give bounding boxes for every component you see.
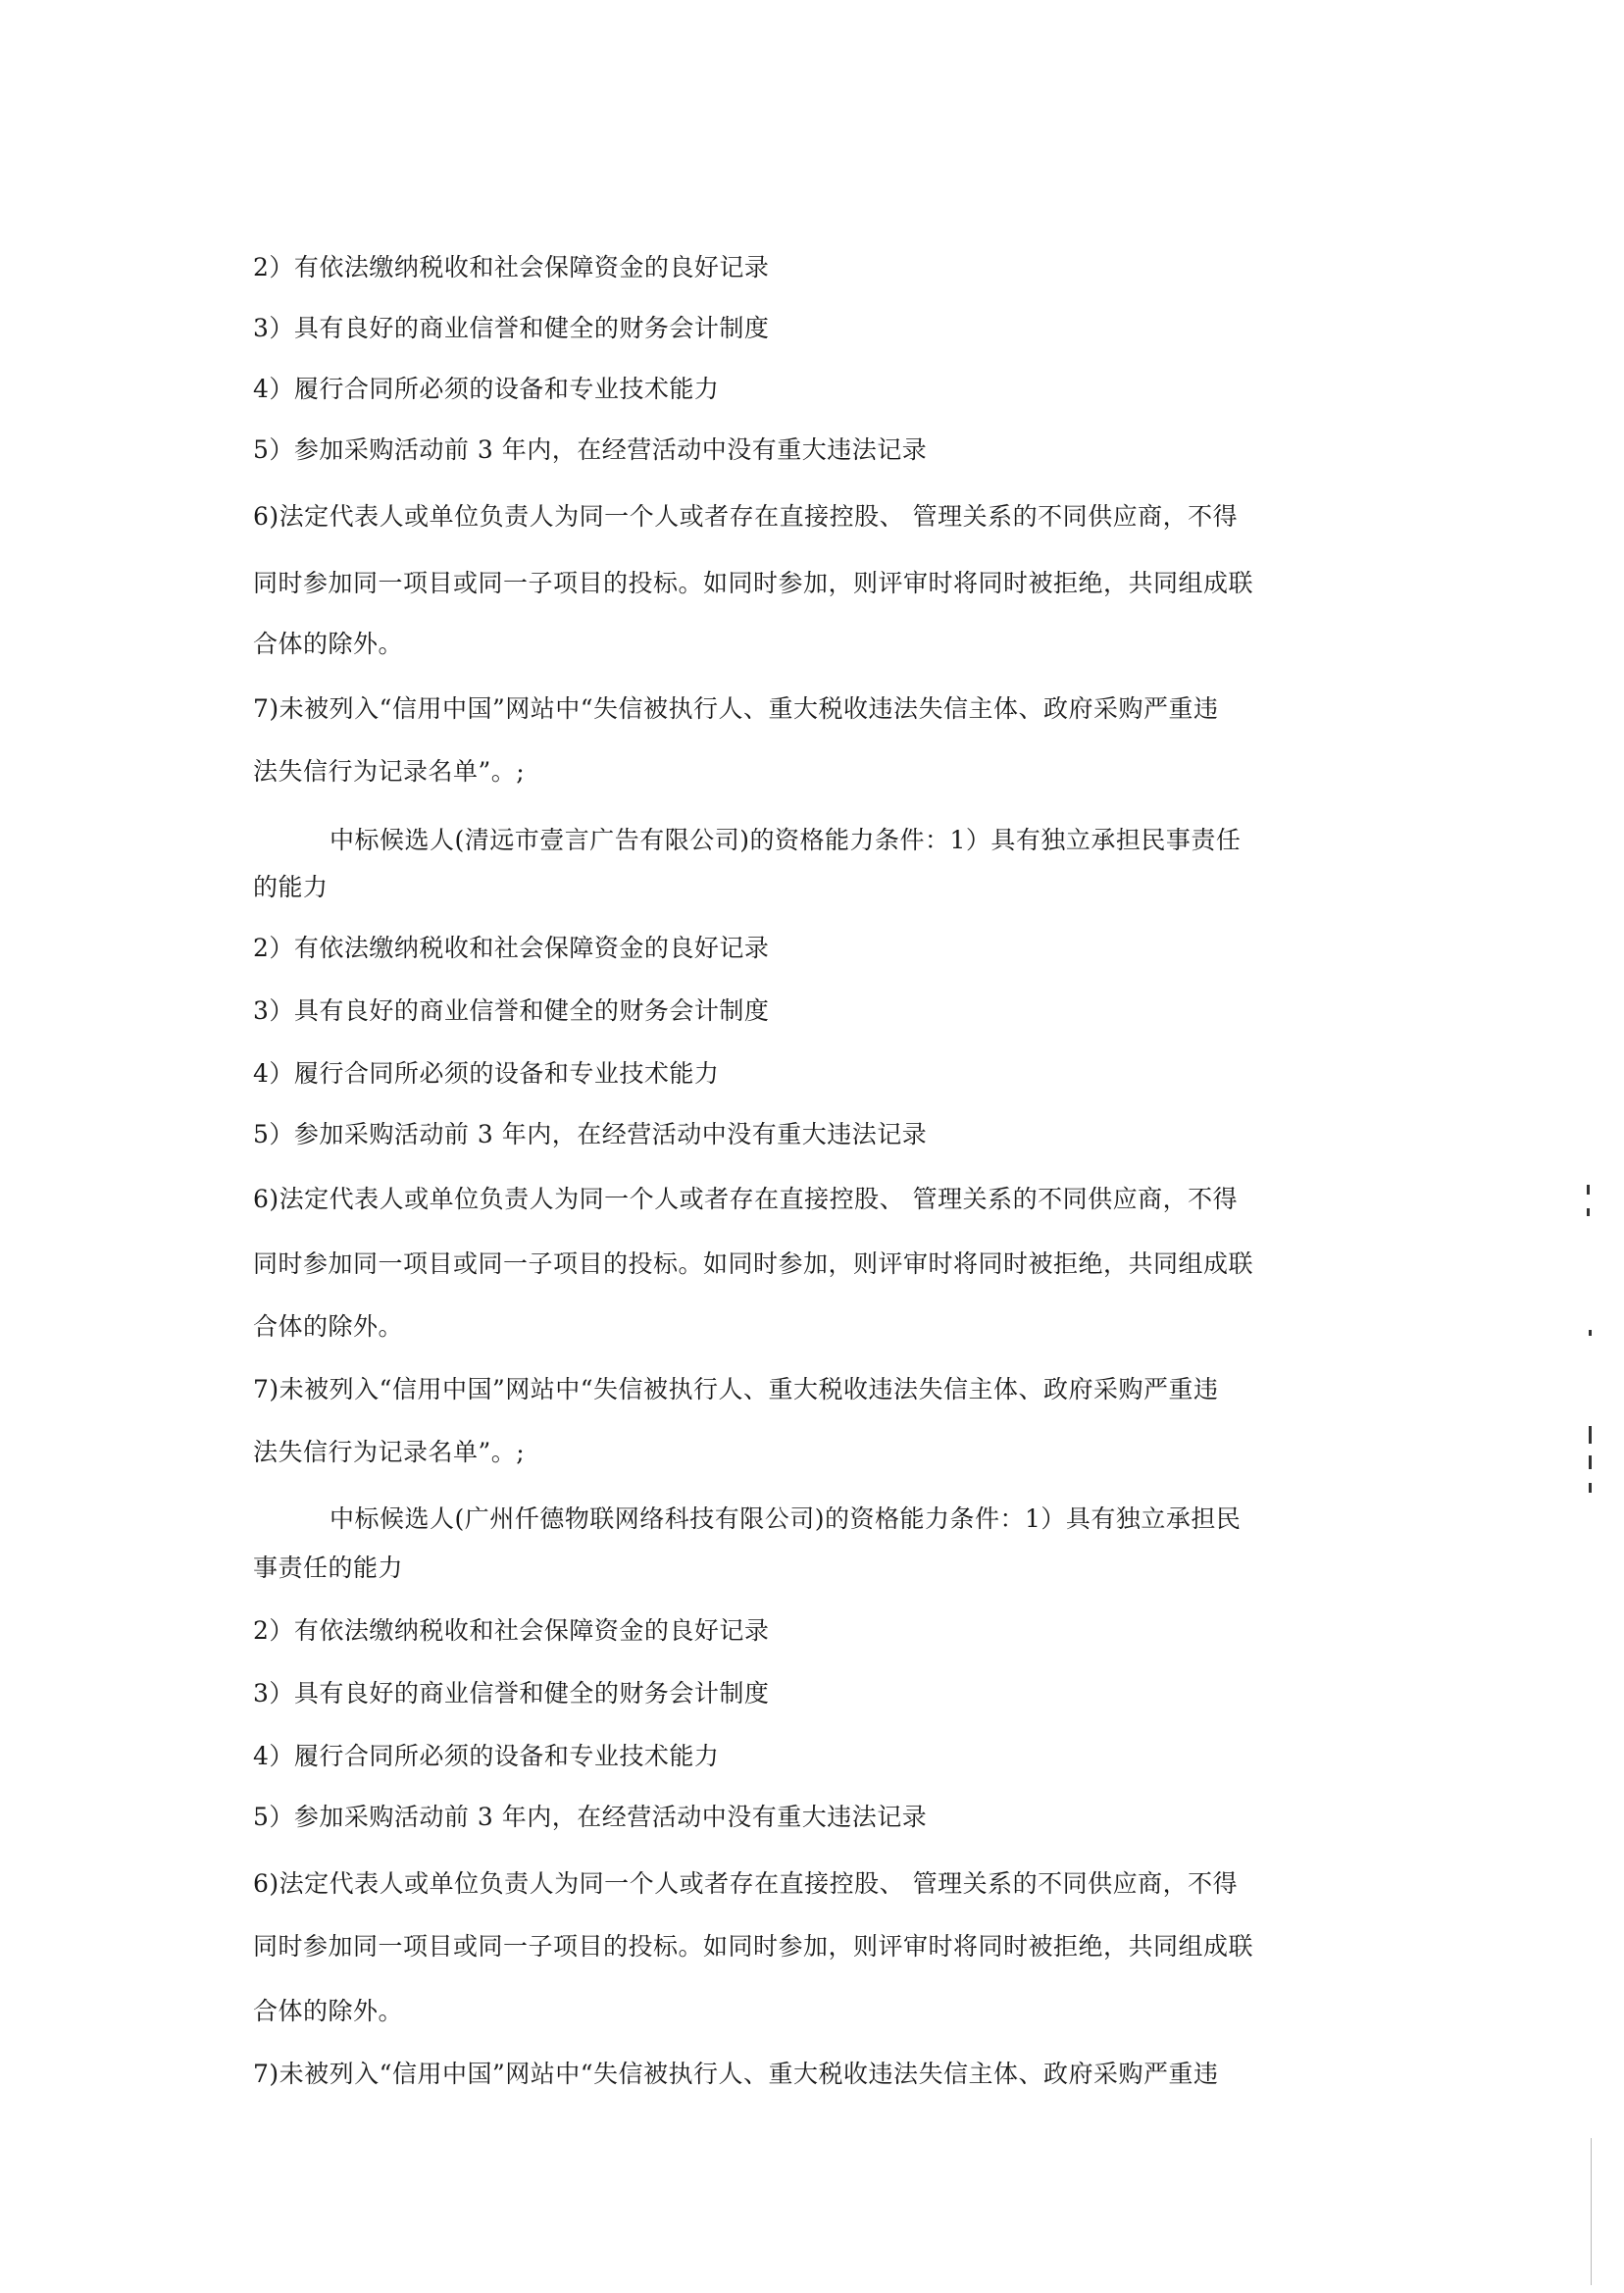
text-line: 法失信行为记录名单”。;: [253, 1438, 526, 1466]
paragraph-intro-line: 中标候选人(广州仟德物联网络科技有限公司)的资格能力条件：1）具有独立承担民: [330, 1504, 1242, 1533]
text-line: 4）履行合同所必须的设备和专业技术能力: [253, 1742, 720, 1770]
text-line: 5）参加采购活动前 3 年内，在经营活动中没有重大违法记录: [253, 1803, 928, 1831]
text-line: 5）参加采购活动前 3 年内，在经营活动中没有重大违法记录: [253, 435, 928, 464]
text-line: 事责任的能力: [253, 1554, 404, 1582]
text-line: 7)未被列入“信用中国”网站中“失信被执行人、重大税收违法失信主体、政府采购严重违: [253, 2060, 1219, 2088]
text-line: 7)未被列入“信用中国”网站中“失信被执行人、重大税收违法失信主体、政府采购严重违: [253, 1375, 1219, 1403]
scan-mark: [1587, 1208, 1590, 1216]
text-line: 3）具有良好的商业信誉和健全的财务会计制度: [253, 1679, 770, 1707]
scan-mark: [1589, 1426, 1592, 1444]
text-line: 6)法定代表人或单位负责人为同一个人或者存在直接控股、 管理关系的不同供应商，不得: [253, 502, 1239, 531]
scan-mark: [1589, 1455, 1592, 1469]
text-line: 2）有依法缴纳税收和社会保障资金的良好记录: [253, 1616, 770, 1645]
text-line: 2）有依法缴纳税收和社会保障资金的良好记录: [253, 253, 770, 281]
paragraph-intro-line: 中标候选人(清远市壹言广告有限公司)的资格能力条件：1）具有独立承担民事责任: [330, 826, 1242, 854]
text-line: 合体的除外。: [253, 1997, 404, 2025]
text-line: 7)未被列入“信用中国”网站中“失信被执行人、重大税收违法失信主体、政府采购严重违: [253, 694, 1219, 723]
scan-edge-line: [1591, 2138, 1592, 2285]
text-line: 合体的除外。: [253, 1312, 404, 1341]
text-line: 3）具有良好的商业信誉和健全的财务会计制度: [253, 996, 770, 1025]
text-line: 同时参加同一项目或同一子项目的投标。如同时参加，则评审时将同时被拒绝，共同组成联: [253, 1249, 1254, 1278]
scan-mark: [1589, 1483, 1592, 1493]
text-line: 同时参加同一项目或同一子项目的投标。如同时参加，则评审时将同时被拒绝，共同组成联: [253, 1932, 1254, 1961]
scan-mark: [1589, 1330, 1592, 1336]
text-line: 合体的除外。: [253, 630, 404, 658]
text-line: 4）履行合同所必须的设备和专业技术能力: [253, 375, 720, 403]
text-line: 4）履行合同所必须的设备和专业技术能力: [253, 1059, 720, 1088]
text-line: 2）有依法缴纳税收和社会保障资金的良好记录: [253, 934, 770, 962]
text-line: 3）具有良好的商业信誉和健全的财务会计制度: [253, 314, 770, 342]
scan-mark: [1587, 1185, 1590, 1195]
text-line: 6)法定代表人或单位负责人为同一个人或者存在直接控股、 管理关系的不同供应商，不得: [253, 1185, 1239, 1213]
text-line: 法失信行为记录名单”。;: [253, 757, 526, 786]
text-line: 同时参加同一项目或同一子项目的投标。如同时参加，则评审时将同时被拒绝，共同组成联: [253, 569, 1254, 597]
text-line: 的能力: [253, 873, 329, 901]
text-line: 6)法定代表人或单位负责人为同一个人或者存在直接控股、 管理关系的不同供应商，不得: [253, 1869, 1239, 1898]
text-line: 5）参加采购活动前 3 年内，在经营活动中没有重大违法记录: [253, 1120, 928, 1148]
